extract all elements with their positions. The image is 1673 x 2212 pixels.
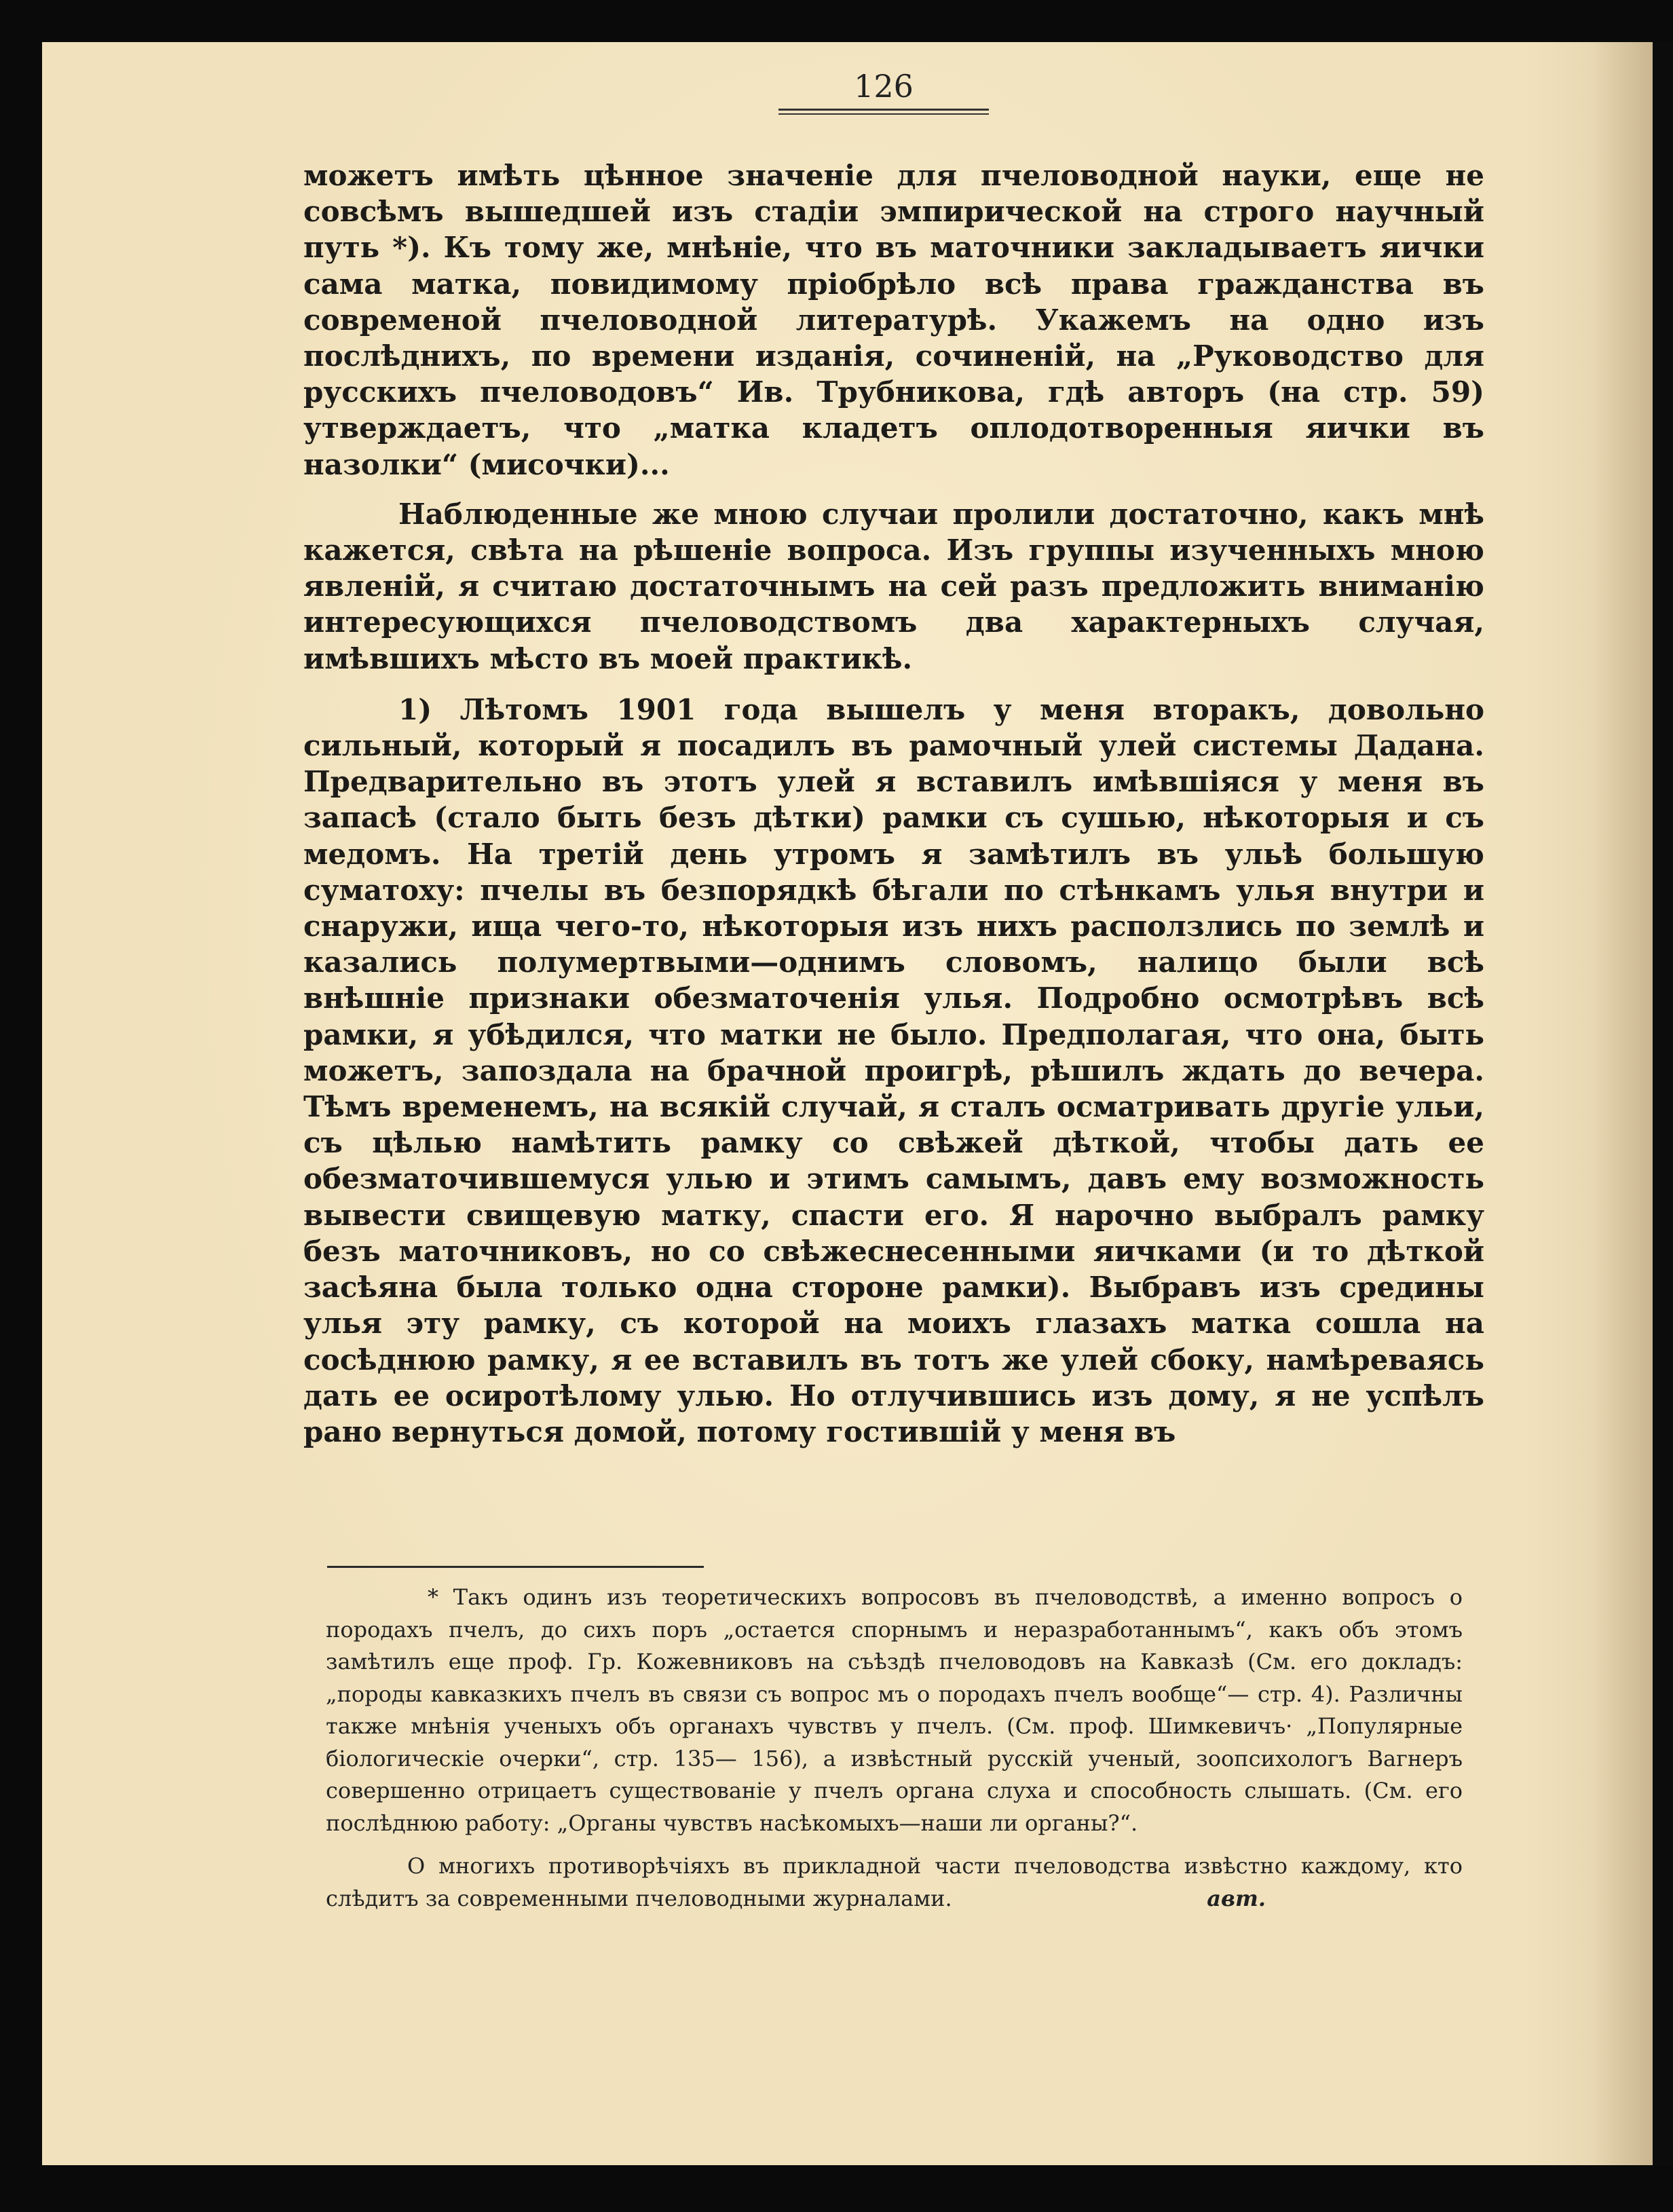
footnotes: [326, 1581, 1463, 1915]
paragraph-2: Наблюденные же мною случаи пролили достаточно, какъ мнѣ кажется, свѣта на рѣшенiе вопроса. Изъ группы изученныхъ мною явленiй, я считаю достаточнымъ на сей разъ предложить вниманiю интересующихся пчеловодствомъ два характерныхъ случая, имѣвшихъ мѣсто въ моей практикѣ.: [303, 497, 1484, 675]
paragraph-1: можетъ имѣть цѣнное значенiе для пчеловодной науки, еще не совсѣмъ вышедшей изъ стадiи эмпирической на строго научный путь *). Къ тому же, мнѣнiе, что въ маточники закладываетъ яички сама матка, повидимому прiобрѣло всѣ права гражданства въ современой пчеловодной литературѣ. Укажемъ на одно изъ послѣднихъ, по времени изданiя, сочиненiй, на „Руководство для русскихъ пчеловодовъ“ Ив. Трубникова, гдѣ авторъ (на стр. 59) утверждаетъ, что „матка кладетъ оплодотворенныя яички въ назолки“ (мисочки)...: [303, 159, 1484, 481]
footnote-separator: [327, 1566, 704, 1568]
author-signature: авт.: [1207, 1885, 1266, 1911]
book-page: [42, 42, 1653, 2165]
scan-bottom-border: [0, 2165, 1673, 2212]
page-number: 126: [854, 68, 914, 105]
footnote-1: * Такъ одинъ изъ теоретическихъ вопросовъ въ пчеловодствѣ, а именно вопросъ о породахъ пчелъ, до сихъ поръ „остается спорнымъ и неразработаннымъ“, какъ объ этомъ замѣтилъ еще проф. Гр. Кожевниковъ на съѣздѣ пчеловодовъ на Кавказѣ (См. его докладъ: „породы кавказкихъ пчелъ въ связи съ вопрос мъ о породахъ пчелъ вообще“— стр. 4). Различны также мнѣнiя ученыхъ объ органахъ чувствъ у пчелъ. (См. проф. Шимкевичъ· „Популярные бiологическiе очерки“, стр. 135— 156), а извѣстный русскiй ученый, зоопсихологъ Вагнеръ совершенно отрицаетъ существованiе у пчелъ органа слуха и способность слышать. (См. его послѣднюю работу: „Органы чувствъ насѣкомыхъ—наши ли органы?“.: [326, 1584, 1463, 1836]
page-gutter-shadow: [1592, 42, 1653, 2165]
scan-left-border: [0, 0, 42, 2212]
footnote-2: [326, 1850, 1463, 1915]
paragraph-3: 1) Лѣтомъ 1901 года вышелъ у меня вторакъ, довольно сильный, который я посадилъ въ рамочный улей системы Дадана. Предварительно въ этотъ улей я вставилъ имѣвшiяся у меня въ запасѣ (стало быть безъ дѣтки) рамки съ сушью, нѣкоторыя и съ медомъ. На третiй день утромъ я замѣтилъ въ ульѣ большую суматоху: пчелы въ безпорядкѣ бѣгали по стѣнкамъ улья внутри и снаружи, ища чего-то, нѣкоторыя изъ нихъ расползлись по землѣ и казались полумертвыми—однимъ словомъ, налицо были всѣ внѣшнiе признаки обезматоченiя улья. Подробно осмотрѣвъ всѣ рамки, я убѣдился, что матки не было. Предполагая, что она, быть можетъ, запоздала на брачной проигрѣ, рѣшилъ ждать до вечера. Тѣмъ временемъ, на всякiй случай, я сталъ осматривать другiе ульи, съ цѣлью намѣтить рамку со свѣжей дѣткой, чтобы дать ее обезматочившемуся улью и этимъ самымъ, давъ ему возможность вывести свищевую матку, спасти его. Я нарочно выбралъ рамку безъ маточниковъ, но со свѣжеснесенными яичками (и то дѣткой засѣяна была только одна стороне рамки). Выбравъ изъ средины улья эту рамку, съ которой на моихъ глазахъ матка сошла на сосѣднюю рамку, я ее вставилъ въ тотъ же улей сбоку, намѣреваясь дать ее осиротѣлому улью. Но отлучившись изъ дому, я не успѣлъ рано вернуться домой, потому гостившiй у меня въ: [303, 692, 1484, 1448]
page-number-rule: [778, 109, 989, 115]
main-text: [303, 157, 1484, 1450]
footnote-2-text: О многихъ противорѣчiяхъ въ прикладной части пчеловодства извѣстно каждому, кто слѣдитъ за современными пчеловодными журналами.: [326, 1853, 1463, 1911]
scan-top-border: [0, 0, 1673, 42]
